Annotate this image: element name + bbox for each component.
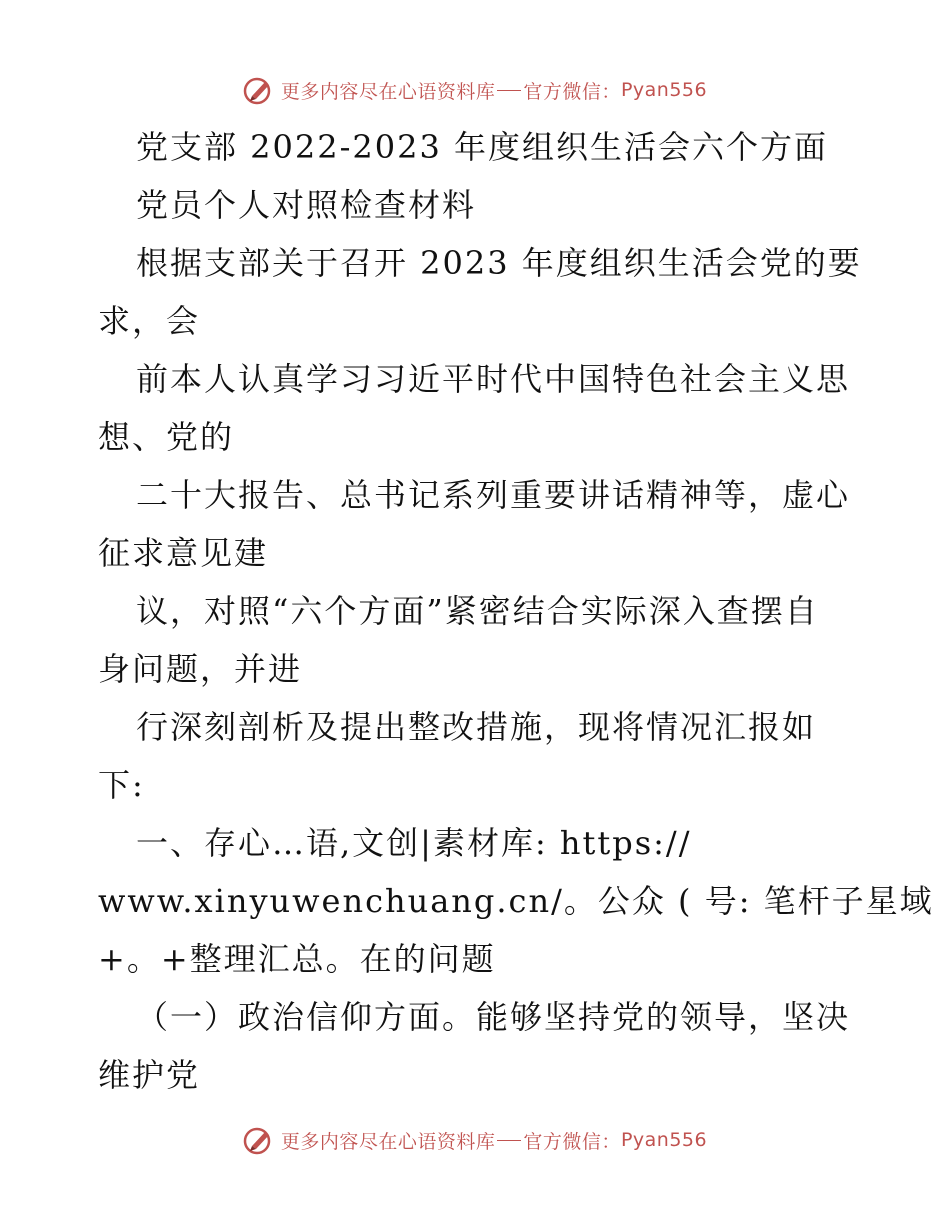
doc-text-line: +。+整理汇总。在的问题 [98, 940, 496, 978]
doc-subsection-heading: （一）政治信仰方面。能够坚持党的领导，坚决 [136, 998, 851, 1036]
watermark-wechat-label: 官方微信： [523, 80, 621, 103]
watermark-wechat-id: Pyan556 [620, 79, 708, 101]
doc-text-line: 前本人认真学习习近平时代中国特色社会主义思 [136, 360, 851, 398]
doc-text-line: 议，对照“六个方面”紧密结合实际深入查摆自 [136, 592, 819, 630]
doc-text-line: 身问题，并进 [98, 650, 303, 688]
doc-text-line: 行深刻剖析及提出整改措施，现将情况汇报如 [136, 708, 817, 746]
watermark-brand-text: 更多内容尽在心语资料库 [280, 80, 496, 103]
footer-watermark [0, 1120, 950, 1160]
document-body [98, 118, 934, 1104]
watermark-dash [497, 1140, 521, 1141]
header-watermark [0, 70, 950, 110]
doc-text-line: 维护党 [98, 1056, 201, 1094]
doc-title-line-1: 党支部 2022-2023 年度组织生活会六个方面 [136, 128, 829, 166]
doc-text-line: 求，会 [98, 302, 201, 340]
watermark-wechat-label: 官方微信： [523, 1130, 621, 1153]
doc-text-line: www.xinyuwenchuang.cn/。公众 ( 号: 笔杆子星域 [98, 882, 934, 920]
watermark-brand-text: 更多内容尽在心语资料库 [280, 1130, 496, 1153]
watermark-dash [497, 90, 521, 91]
doc-text-line: 下: [98, 766, 145, 804]
watermark-wechat-id: Pyan556 [620, 1129, 708, 1151]
doc-text-line: 根据支部关于召开 2023 年度组织生活会党的要 [136, 244, 862, 282]
doc-text-line: 二十大报告、总书记系列重要讲话精神等，虚心 [136, 476, 851, 514]
doc-title-line-2: 党员个人对照检查材料 [136, 186, 477, 224]
doc-section-heading: 一、存心…语,文创|素材库: https:// [136, 824, 692, 862]
pen-logo-icon [243, 1124, 275, 1156]
doc-text-line: 想、党的 [98, 418, 235, 456]
pen-logo-icon [243, 74, 275, 106]
doc-text-line: 征求意见建 [98, 534, 269, 572]
